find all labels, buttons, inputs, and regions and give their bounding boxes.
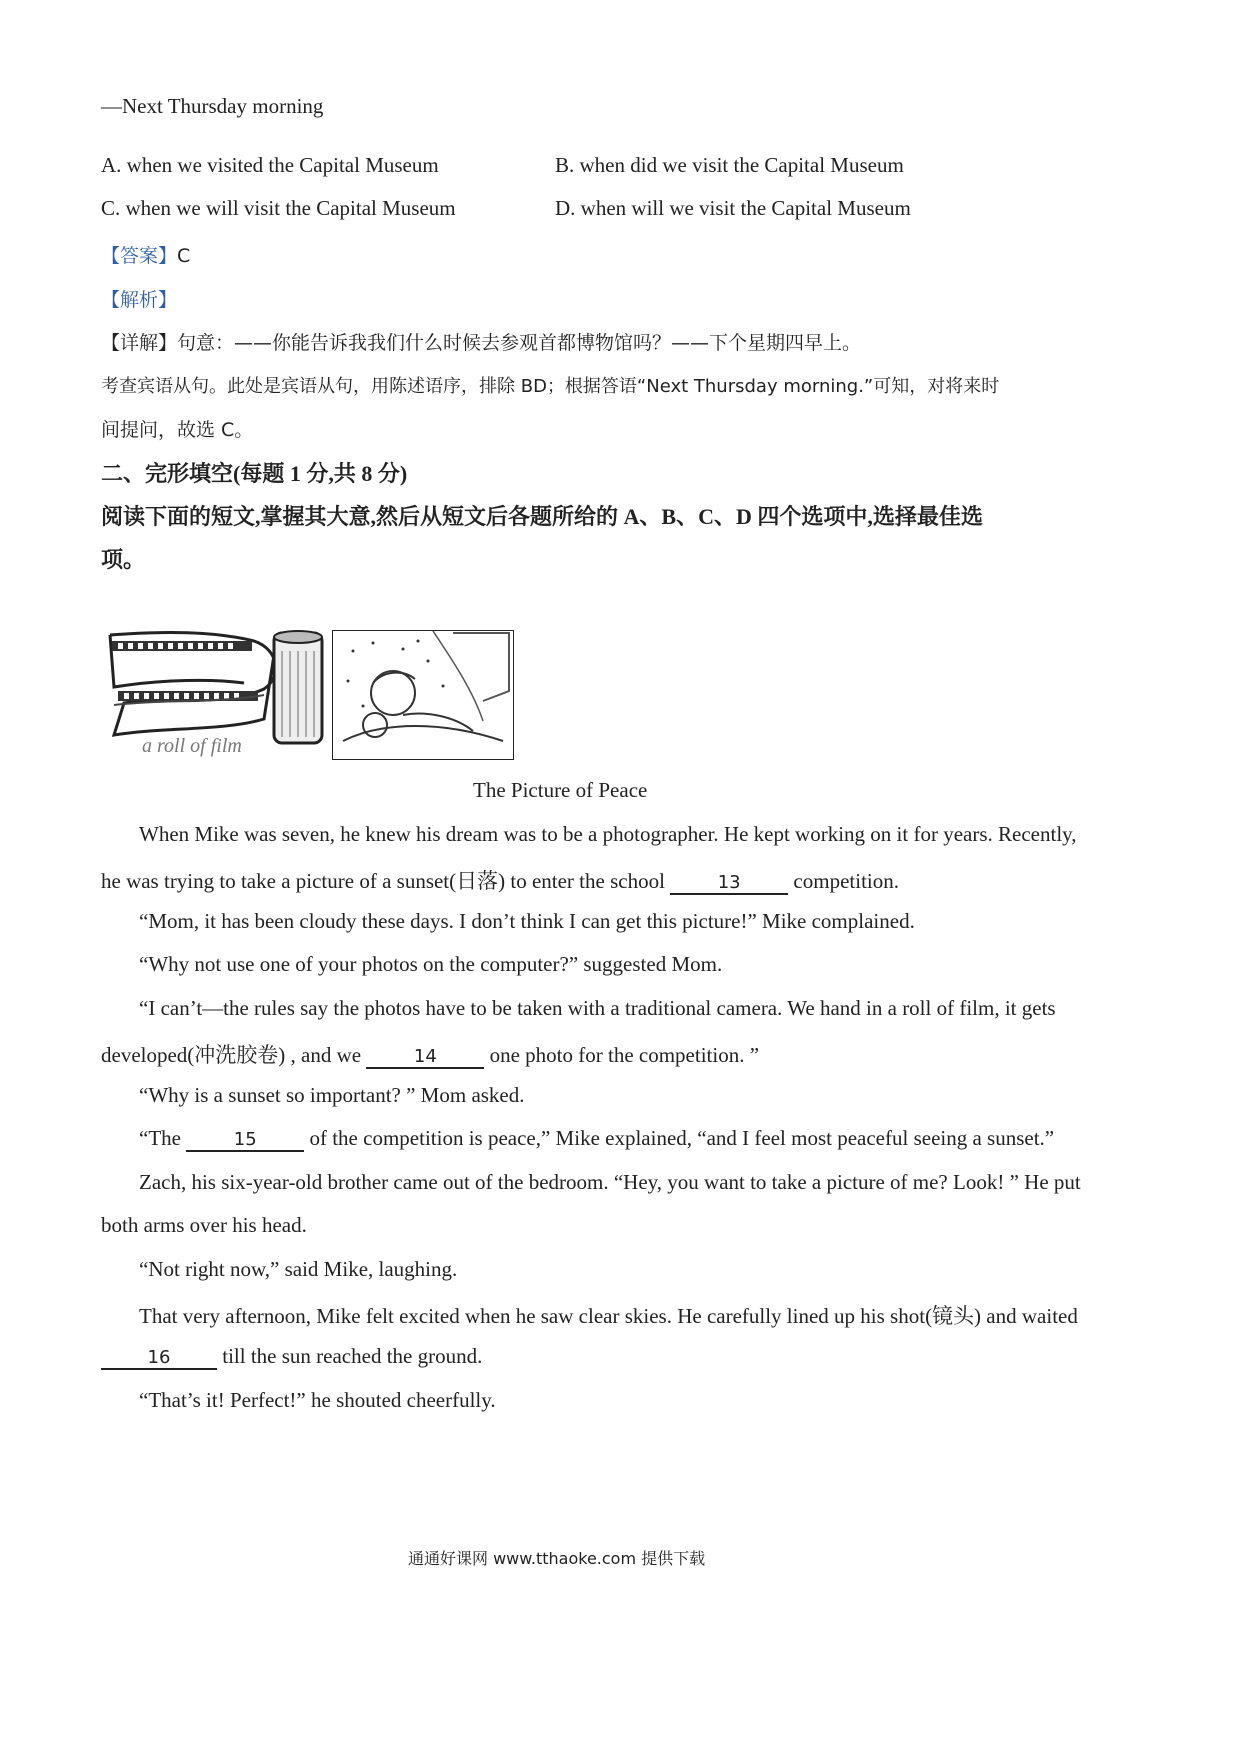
section-instruction-line-1: 阅读下面的短文,掌握其大意,然后从短文后各题所给的 A、B、C、D 四个选项中,选择最佳选 [101,504,983,529]
passage-p9-line-1: That very afternoon, Mike felt excited when he saw clear skies. He carefully lined up his shot(镜头) and waited [139,1304,1078,1328]
detail-line-3: 间提问，故选 C。 [101,419,254,441]
passage-p10: “That’s it! Perfect!” he shouted cheerfully. [139,1388,496,1412]
option-a: A. when we visited the Capital Museum [101,153,439,177]
answer-label: 【答案】 [101,245,178,267]
passage-p7-line-2: both arms over his head. [101,1213,307,1237]
blank-14: 14 [366,1047,484,1069]
p4-text-after-blank: one photo for the competition. ” [484,1043,760,1067]
option-c: C. when we will visit the Capital Museum [101,196,456,220]
p6-text-after-blank: of the competition is peace,” Mike explained, “and I feel most peaceful seeing a sunset.” [304,1126,1055,1150]
answer-value: C [177,245,191,267]
answer-row [101,241,190,268]
answer-dialogue-line: —Next Thursday morning [101,94,324,118]
passage-title: The Picture of Peace [473,778,648,802]
passage-p3: “Why not use one of your photos on the computer?” suggested Mom. [139,952,723,976]
film-roll-caption: a roll of film [142,735,242,757]
section-heading: 二、完形填空(每题 1 分,共 8 分) [101,461,408,486]
section-instruction-line-2: 项。 [101,547,146,572]
p9-text-after-blank: till the sun reached the ground. [217,1344,483,1368]
passage-p1-line-1: When Mike was seven, he knew his dream was to be a photographer. He kept working on it for years. Recently, [139,822,1077,846]
passage-p8: “Not right now,” said Mike, laughing. [139,1257,458,1281]
option-d: D. when will we visit the Capital Museum [555,196,911,220]
passage-p6 [139,1126,1054,1152]
page-footer: 通通好课网 www.tthaoke.com 提供下载 [408,1549,706,1568]
p6-text-before-blank: “The [139,1126,187,1150]
detail-line-2: 考查宾语从句。此处是宾语从句，用陈述语序，排除 BD；根据答语“Next Thursday morning.”可知，对将来时 [101,376,1000,397]
p1-text-after-blank: competition. [788,869,899,893]
p1-text-before-blank: he was trying to take a picture of a sunset(日落) to enter the school [101,869,671,893]
option-b: B. when did we visit the Capital Museum [555,153,904,177]
blank-15: 15 [186,1130,304,1152]
passage-p4-line-2 [101,1039,759,1069]
p4-text-before-blank: developed(冲洗胶卷) , and we [101,1043,367,1067]
blank-13: 13 [670,873,788,895]
passage-p1-line-2 [101,865,899,895]
passage-p7-line-1: Zach, his six-year-old brother came out of the bedroom. “Hey, you want to take a picture of me? Look! ” He put [139,1170,1081,1194]
sleeping-boy-illustration [332,630,514,760]
passage-p4-line-1: “I can’t—the rules say the photos have to be taken with a traditional camera. We hand in a roll of film, it gets [139,996,1056,1020]
sleeping-boy-icon [333,631,513,759]
analysis-label: 【解析】 [101,289,178,311]
film-roll-illustration [104,627,326,765]
blank-16: 16 [101,1348,217,1370]
detail-line-1: 【详解】句意：——你能告诉我我们什么时候去参观首都博物馆吗？——下个星期四早上。 [101,332,862,354]
passage-p9-line-2 [101,1344,482,1370]
passage-p5: “Why is a sunset so important? ” Mom asked. [139,1083,525,1107]
passage-p2: “Mom, it has been cloudy these days. I don’t think I can get this picture!” Mike complained. [139,909,915,933]
